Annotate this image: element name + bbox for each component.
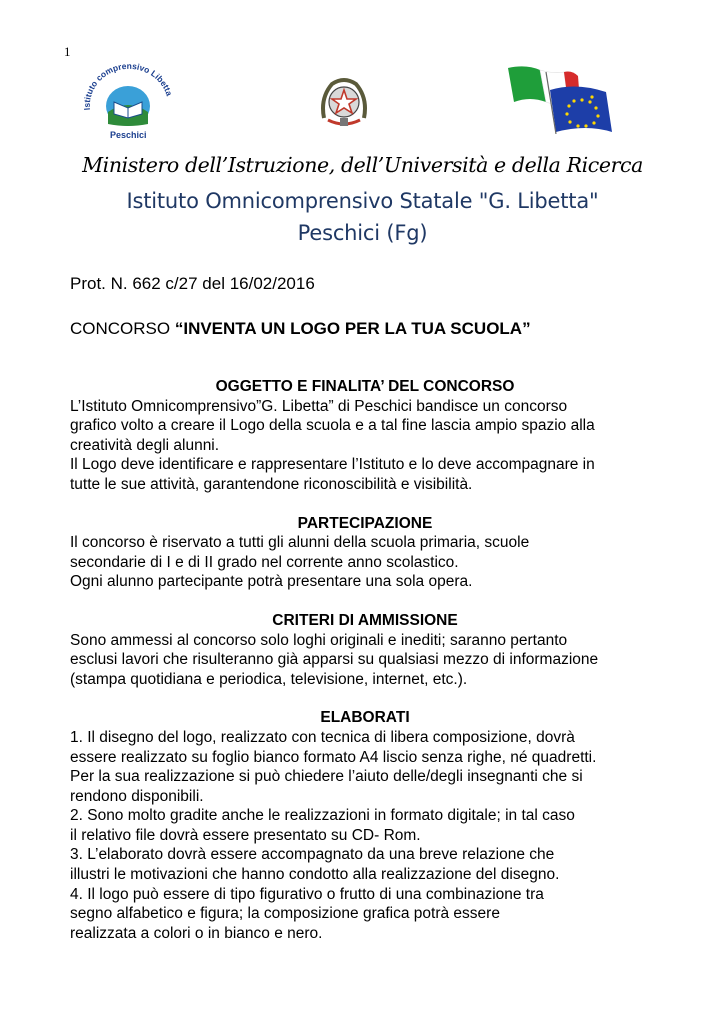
paragraph-line: Per la sua realizzazione si può chiedere l’aiuto delle/degli insegnanti che si: [70, 768, 583, 786]
section-title-oggetto: OGGETTO E FINALITA’ DEL CONCORSO: [215, 378, 515, 395]
paragraph-line: esclusi lavori che risulteranno già apparsi su qualsiasi mezzo di informazione: [70, 651, 599, 669]
paragraph-line: Ogni alunno partecipante potrà presentare una sola opera.: [70, 573, 473, 591]
italian-republic-emblem: [318, 74, 370, 130]
institute-heading: Istituto Omnicomprensivo Statale "G. Libetta": [126, 189, 599, 213]
paragraph-line: tutte le sue attività, garantendone riconoscibilità e visibilità.: [70, 475, 473, 493]
paragraph-line: 3. L’elaborato dovrà essere accompagnato da una breve relazione che: [70, 846, 555, 864]
section-title-partecipazione: PARTECIPAZIONE: [297, 514, 433, 532]
contest-title: [70, 319, 531, 339]
paragraph-line: illustri le motivazioni che hanno condotto alla realizzazione del disegno.: [70, 866, 560, 884]
school-logo: [76, 62, 176, 140]
paragraph-line: 2. Sono molto gradite anche le realizzazioni in formato digitale; in tal caso: [70, 807, 575, 825]
paragraph-line: 4. Il logo può essere di tipo figurativo o frutto di una combinazione tra: [70, 885, 544, 903]
contest-prefix: CONCORSO: [70, 319, 175, 338]
section-title-criteri: CRITERI DI AMMISSIONE: [272, 611, 458, 629]
paragraph-line: essere realizzato su foglio bianco formato A4 liscio senza righe, né quadretti.: [70, 748, 597, 766]
protocol-line: Prot. N. 662 c/27 del 16/02/2016: [70, 274, 315, 293]
paragraph-line: Sono ammessi al concorso solo loghi originali e inediti; saranno pertanto: [70, 631, 568, 649]
svg-text:Peschici: Peschici: [110, 130, 147, 140]
contest-name: “INVENTA UN LOGO PER LA TUA SCUOLA”: [174, 319, 531, 338]
italy-eu-flags-icon: [506, 62, 614, 134]
paragraph-line: Il Logo deve identificare e rappresentare l’Istituto e lo deve accompagnare in: [70, 456, 595, 474]
paragraph-line: grafico volto a creare il Logo della scuola e a tal fine lascia ampio spazio alla: [70, 417, 595, 435]
paragraph-line: 1. Il disegno del logo, realizzato con tecnica di libera composizione, dovrà: [70, 728, 575, 746]
document-body: [70, 377, 660, 943]
section-title-elaborati: ELABORATI: [320, 709, 410, 727]
paragraph-line: (stampa quotidiana e periodica, televisione, internet, etc.).: [70, 670, 468, 688]
location-heading: Peschici (Fg): [297, 221, 428, 245]
paragraph-line: Il concorso è riservato a tutti gli alunni della scuola primaria, scuole: [70, 534, 530, 552]
paragraph-line: il relativo file dovrà essere presentato su CD- Rom.: [70, 826, 421, 844]
ministry-heading: Ministero dell’Istruzione, dell’Università e della Ricerca: [82, 153, 643, 177]
paragraph-line: L’Istituto Omnicomprensivo”G. Libetta” di Peschici bandisce un concorso: [70, 397, 568, 415]
paragraph-line: segno alfabetico e figura; la composizione grafica potrà essere: [70, 905, 500, 923]
page-number: 1: [64, 44, 71, 59]
paragraph-line: rendono disponibili.: [70, 787, 204, 805]
paragraph-line: realizzata a colori o in bianco e nero.: [70, 924, 323, 942]
paragraph-line: secondarie di I e di II grado nel corrente anno scolastico.: [70, 553, 459, 571]
paragraph-line: creatività degli alunni.: [70, 436, 220, 454]
svg-text:Istituto comprensivo Libetta: Istituto comprensivo Libetta: [81, 62, 175, 111]
